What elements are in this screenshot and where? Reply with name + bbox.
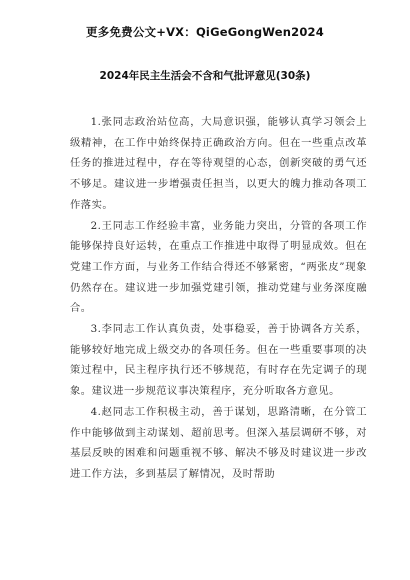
document-title: 2024年民主生活会不含和气批评意见(30条) [99,70,311,82]
paragraph: 2.王同志工作经验丰富，业务能力突出，分管的各项工作能够保持良好运转，在重点工作推进中取得了明显成效。但在党建工作方面，与业务工作结合得还不够紧密，“两张皮”现象仍然存在。建议进一步加强党建引领，推动党建与业务深度融合。 [70,219,367,315]
paragraph: 4.赵同志工作积极主动，善于谋划，思路清晰，在分管工作中能够做到主动谋划、超前思考。但深入基层调研不够，对基层反映的困难和问题重视不够、解决不够及时建议进一步改进工作方法，多到基层了解情况，及时帮助 [70,405,367,480]
document-body [70,112,367,485]
paragraph: 3.李同志工作认真负责，处事稳妥，善于协调各方关系，能够较好地完成上级交办的各项任务。但在一些重要事项的决策过程中，民主程序执行还不够规范，有时存在先定调子的现象。建议进一步规范议事决策程序，充分听取各方意见。 [70,323,367,398]
watermark-header: 更多免费公文+VX：QiGeGongWen2024 [86,25,324,39]
paragraph: 1.张同志政治站位高，大局意识强，能够认真学习领会上级精神，在工作中始终保持正确政治方向。但在一些重点改革任务的推进过程中，存在等待观望的心态，创新突破的勇气还不够足。建议进一步增强责任担当，以更大的魄力推动各项工作落实。 [70,116,367,211]
